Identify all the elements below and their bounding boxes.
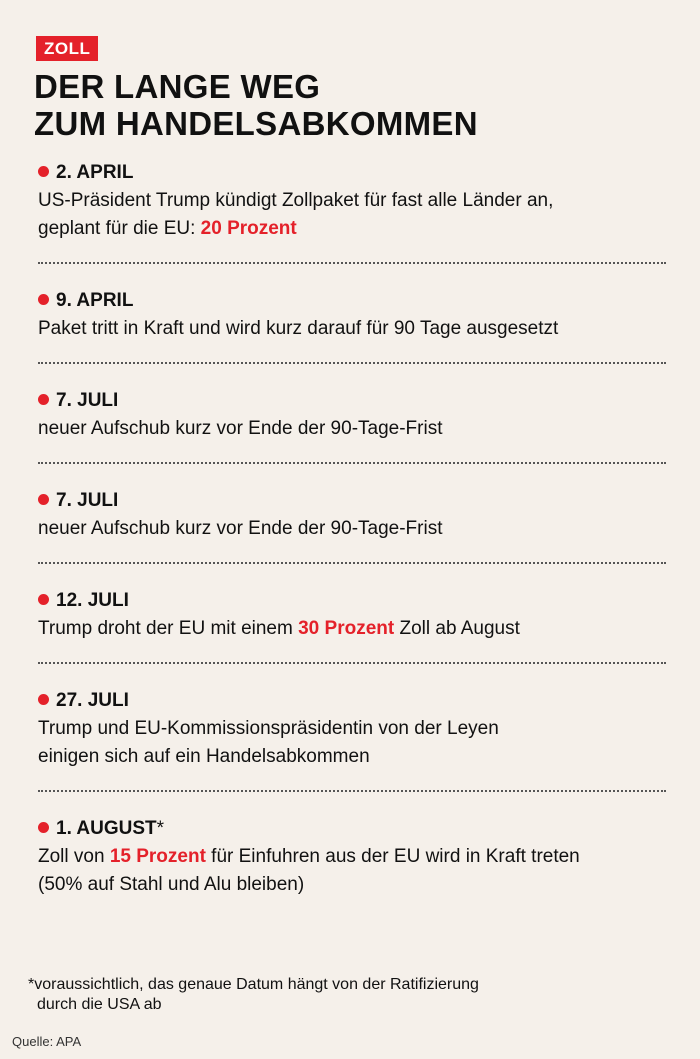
bullet-dot-icon [38,166,49,177]
entry-description-line [38,515,666,543]
entry-date: 12. JULI [56,590,129,611]
entry-description-line [38,415,666,443]
description-text: neuer Aufschub kurz vor Ende der 90-Tage-Frist [38,518,443,539]
timeline-entry [38,487,666,543]
timeline [38,159,666,899]
entry-description-line [38,615,666,643]
page-title [34,68,674,142]
entry-description-line [38,215,666,243]
entry-date: 7. JULI [56,390,119,411]
entry-date-row [38,687,666,715]
description-text: Paket tritt in Kraft und wird kurz darauf für 90 Tage ausgesetzt [38,318,559,339]
entry-date-row [38,487,666,515]
timeline-entry [38,687,666,771]
bullet-dot-icon [38,694,49,705]
entry-description-line [38,715,666,743]
timeline-entry [38,287,666,343]
footnote-marker: * [156,818,165,839]
footnote-line-1: *voraussichtlich, das genaue Datum hängt von der Ratifizierung [28,976,479,993]
description-text: (50% auf Stahl und Alu bleiben) [38,874,305,895]
entry-date-row [38,815,666,843]
bullet-dot-icon [38,822,49,833]
dotted-divider [38,262,666,264]
description-text: geplant für die EU: [38,218,201,239]
entry-date-row [38,387,666,415]
entry-description-line [38,871,666,899]
category-tag: ZOLL [36,36,98,61]
highlighted-value: 20 Prozent [200,218,297,239]
description-text: US-Präsident Trump kündigt Zollpaket für fast alle Länder an, [38,190,554,211]
description-text: einigen sich auf ein Handelsabkommen [38,746,370,767]
entry-date: 2. APRIL [56,162,134,183]
dotted-divider [38,362,666,364]
entry-description-line [38,315,666,343]
entry-date-row [38,587,666,615]
entry-date: 1. AUGUST [56,818,157,839]
description-text: Trump droht der EU mit einem [38,618,299,639]
entry-date: 9. APRIL [56,290,134,311]
entry-description-line [38,187,666,215]
bullet-dot-icon [38,594,49,605]
footnote [28,975,588,1015]
dotted-divider [38,462,666,464]
timeline-entry [38,387,666,443]
bullet-dot-icon [38,294,49,305]
description-text: neuer Aufschub kurz vor Ende der 90-Tage-Frist [38,418,443,439]
title-line-1: DER LANGE WEG [34,68,321,105]
entry-description-line [38,743,666,771]
entry-date: 7. JULI [56,490,119,511]
bullet-dot-icon [38,494,49,505]
footnote-line-2: durch die USA ab [37,996,162,1013]
entry-date-row [38,287,666,315]
source-credit: Quelle: APA [12,1034,82,1049]
timeline-entry [38,159,666,243]
highlighted-value: 30 Prozent [298,618,395,639]
description-text: Zoll von [38,846,110,867]
title-line-2: ZUM HANDELSABKOMMEN [34,105,478,142]
dotted-divider [38,562,666,564]
timeline-entry [38,587,666,643]
description-text: Trump und EU-Kommissionspräsidentin von der Leyen [38,718,499,739]
dotted-divider [38,790,666,792]
description-text: für Einfuhren aus der EU wird in Kraft treten [205,846,580,867]
timeline-entry [38,815,666,899]
entry-date: 27. JULI [56,690,129,711]
dotted-divider [38,662,666,664]
bullet-dot-icon [38,394,49,405]
entry-description-line [38,843,666,871]
description-text: Zoll ab August [394,618,520,639]
entry-date-row [38,159,666,187]
highlighted-value: 15 Prozent [109,846,206,867]
